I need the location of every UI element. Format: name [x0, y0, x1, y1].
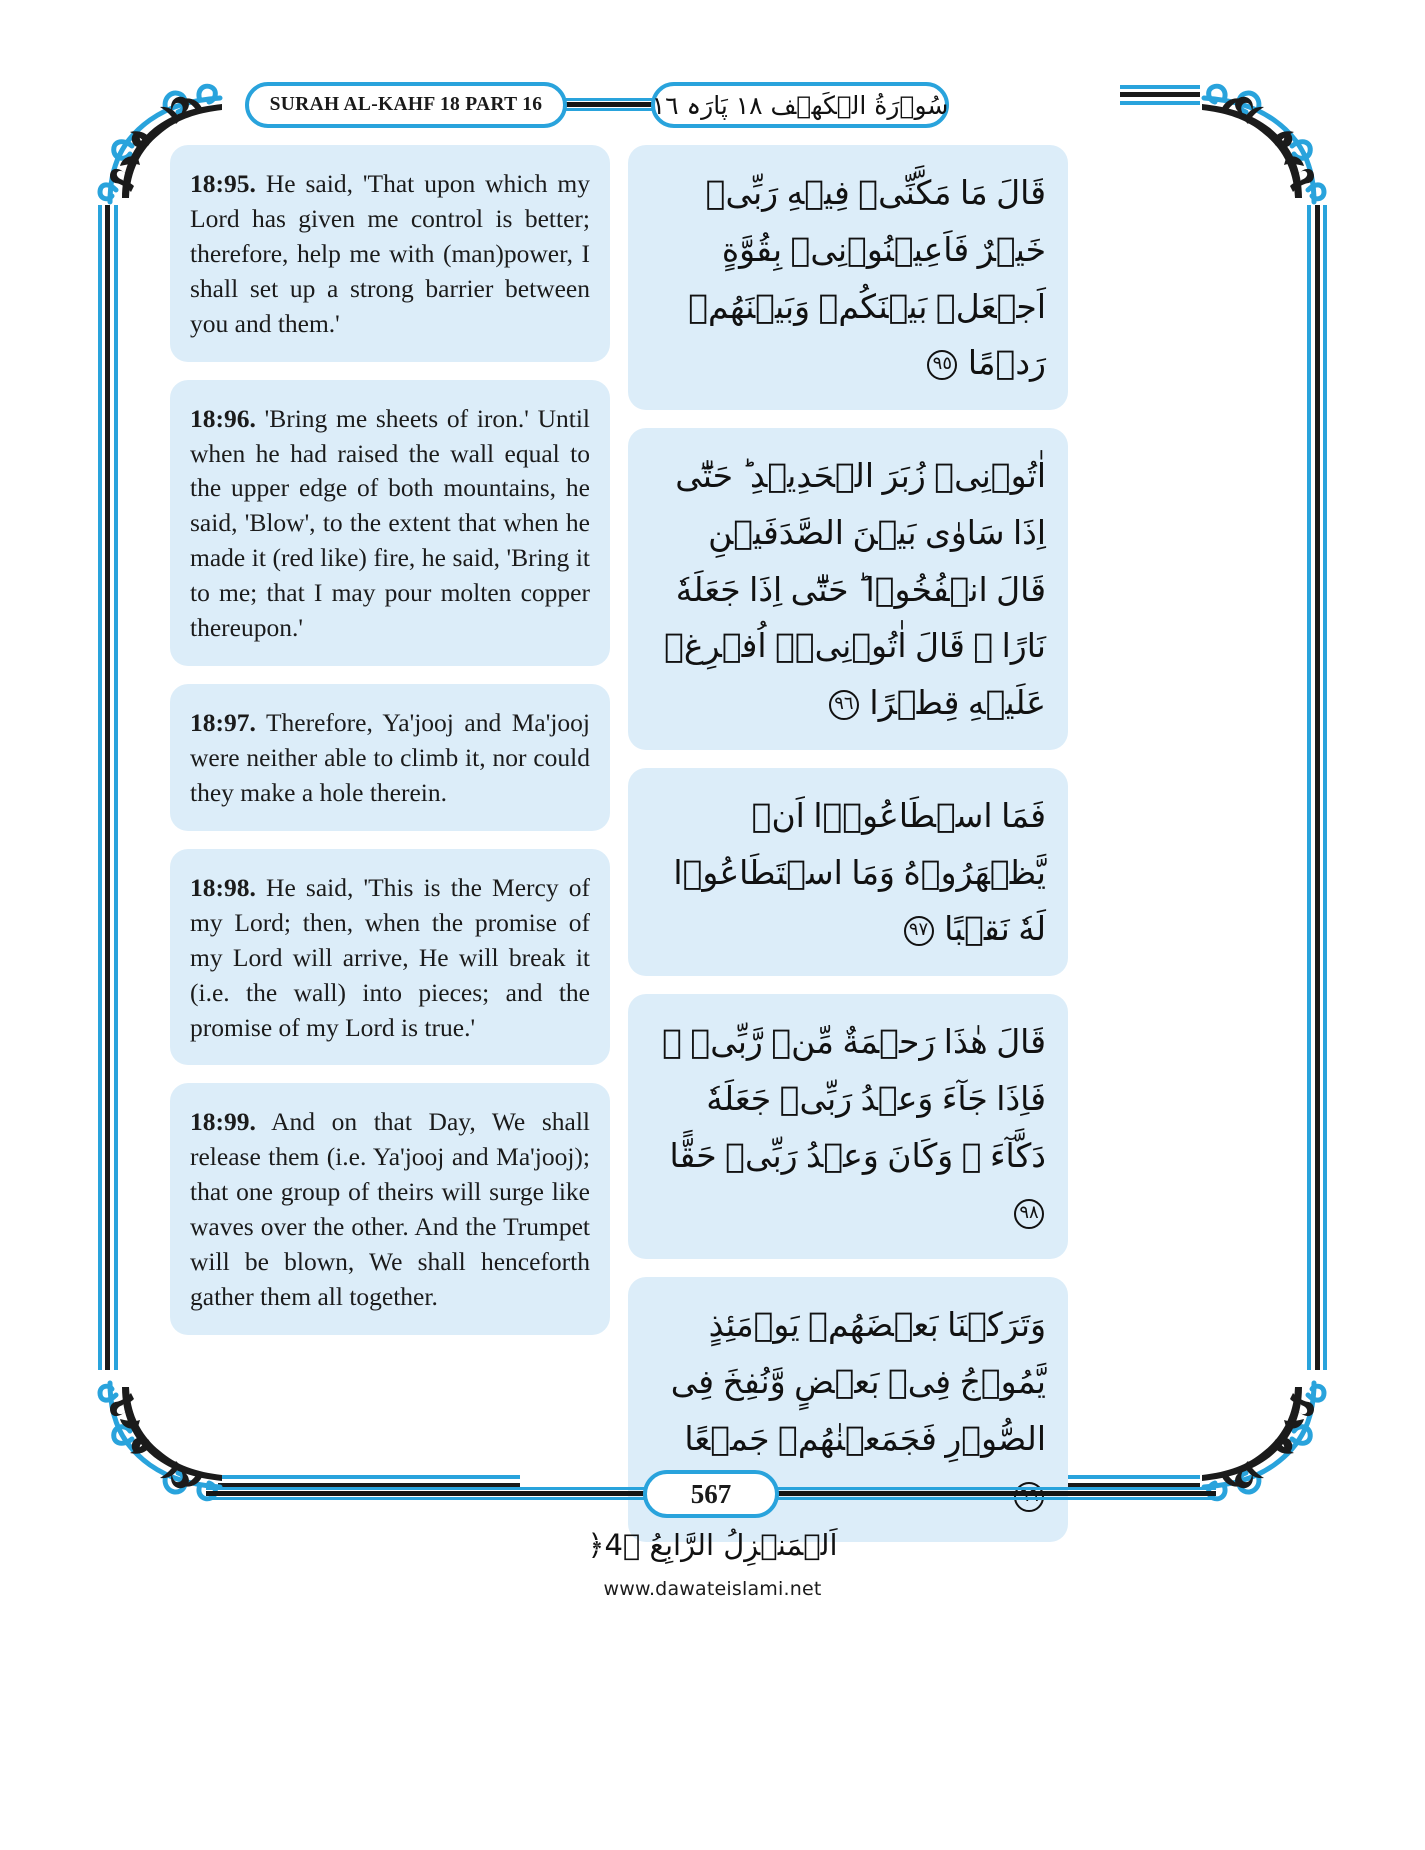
verse-end-marker: ٩٥: [927, 350, 957, 380]
verse-number: 18:97.: [190, 708, 256, 738]
verse-content: [170, 145, 1260, 1560]
verse-number: 18:99.: [190, 1107, 256, 1137]
verse-body: He said, 'This is the Mercy of my Lord; then, when the promise of my Lord will arrive, He will break it (i.e. the wall) into pieces; and the promise of my Lord is true.': [190, 872, 590, 1042]
verse-body: Therefore, Ya'jooj and Ma'jooj were neither able to climb it, nor could they make a hole therein.: [190, 708, 590, 807]
verse-end-marker: ٩٨: [1014, 1199, 1044, 1229]
verse-number: 18:98.: [190, 872, 256, 902]
verse-body-arabic: فَمَا اسۡطَاعُوۡۤا اَنۡ يَّظۡهَرُوۡهُ وَمَا اسۡتَطَاعُوۡا لَهٗ نَقۡبًا: [673, 795, 1046, 949]
verse-card-english: [170, 849, 610, 1066]
verse-body: He said, 'That upon which my Lord has given me control is better; therefore, help me with (man)power, I shall set up a strong barrier between you and them.': [190, 169, 590, 338]
footer-rule-right: [776, 1487, 1216, 1502]
verse-body-arabic: اٰتُوۡنِىۡ زُبَرَ الۡحَدِيۡدِ ؕ حَتّٰٓى اِذَا سَاوٰى بَيۡنَ الصَّدَفَيۡنِ قَالَ انۡفُخُوۡا ؕ حَتّٰٓى اِذَا جَعَلَهٗ نَارًا ۙ قَالَ اٰتُوۡنِىۡۤ اُفۡرِغۡ عَلَيۡهِ قِطۡرًا: [664, 456, 1046, 722]
page-footer: [98, 1470, 1327, 1522]
arabic-text-column: [628, 145, 1068, 1560]
verse-text-english: [170, 380, 610, 666]
verse-text-arabic: [628, 428, 1068, 750]
verse-text-english: [170, 849, 610, 1066]
surah-title-english: SURAH AL-KAHF 18 PART 16: [269, 94, 543, 115]
verse-card-english: [170, 380, 610, 666]
website-url[interactable]: www.dawateislami.net: [603, 1578, 822, 1600]
verse-text-arabic: [628, 145, 1068, 410]
page-number: 567: [690, 1478, 732, 1509]
verse-card-arabic: [628, 768, 1068, 976]
footer-rule-left: [206, 1487, 646, 1502]
verse-text-english: [170, 1083, 610, 1335]
verse-text-english: [170, 684, 610, 831]
manzil-label: اَلۡمَنۡزِلُ الرَّابِعُ ﴾4﴿: [587, 1528, 838, 1562]
page-number-capsule: [643, 1470, 779, 1518]
verse-text-english: [170, 145, 610, 362]
verse-card-arabic: [628, 145, 1068, 410]
english-translation-column: [170, 145, 610, 1560]
verse-body: 'Bring me sheets of iron.' Until when he had raised the wall equal to the upper edge of both mountains, he said, 'Blow', to the extent that when he made it (red like) fire, he said, 'Bring it to me; that I may pour molten copper thereupon.': [190, 403, 591, 643]
verse-end-marker: ٩٦: [829, 690, 859, 720]
header-connector-rule: [562, 98, 658, 112]
verse-number: 18:96.: [190, 403, 256, 433]
page-header: [98, 80, 1327, 130]
verse-text-arabic: [628, 768, 1068, 976]
verse-card-english: [170, 684, 610, 831]
verse-card-arabic: [628, 428, 1068, 750]
verse-body-arabic: وَتَرَكۡنَا بَعۡضَهُمۡ يَوۡمَئِذٍ يَّمُوۡجُ فِىۡ بَعۡضٍ وَّنُفِخَ فِى الصُّوۡرِ فَجَمَعۡنٰهُمۡ جَمۡعًا: [670, 1305, 1046, 1458]
surah-title-arabic: سُوۡرَةُ الۡكَهۡف ١٨ پَارَہ ١٦: [651, 90, 949, 120]
verse-number: 18:95.: [190, 169, 256, 198]
verse-end-marker: ٩٧: [904, 916, 934, 946]
verse-card-arabic: [628, 994, 1068, 1259]
verse-body-arabic: قَالَ هٰذَا رَحۡمَةٌ مِّنۡ رَّبِّىۡ ۚ فَاِذَا جَآءَ وَعۡدُ رَبِّىۡ جَعَلَهٗ دَكَّآءَ ۚ وَكَانَ وَعۡدُ رَبِّىۡ حَقًّا: [662, 1022, 1046, 1175]
surah-title-capsule-english: [245, 82, 567, 128]
surah-title-capsule-arabic: [651, 82, 949, 128]
verse-card-english: [170, 145, 610, 362]
verse-body: And on that Day, We shall release them (i.e. Ya'jooj and Ma'jooj); that one group of theirs will surge like waves over the other. And the Trumpet will be blown, We shall henceforth gather them all together.: [190, 1107, 590, 1312]
verse-card-english: [170, 1083, 610, 1335]
verse-body-arabic: قَالَ مَا مَكَّنِّىۡ فِيۡهِ رَبِّىۡ خَيۡرٌ فَاَعِيۡنُوۡنِىۡ بِقُوَّةٍ اَجۡعَلۡ بَيۡنَكُمۡ وَبَيۡنَهُمۡ رَدۡمًا: [688, 173, 1046, 383]
verse-text-arabic: [628, 994, 1068, 1259]
